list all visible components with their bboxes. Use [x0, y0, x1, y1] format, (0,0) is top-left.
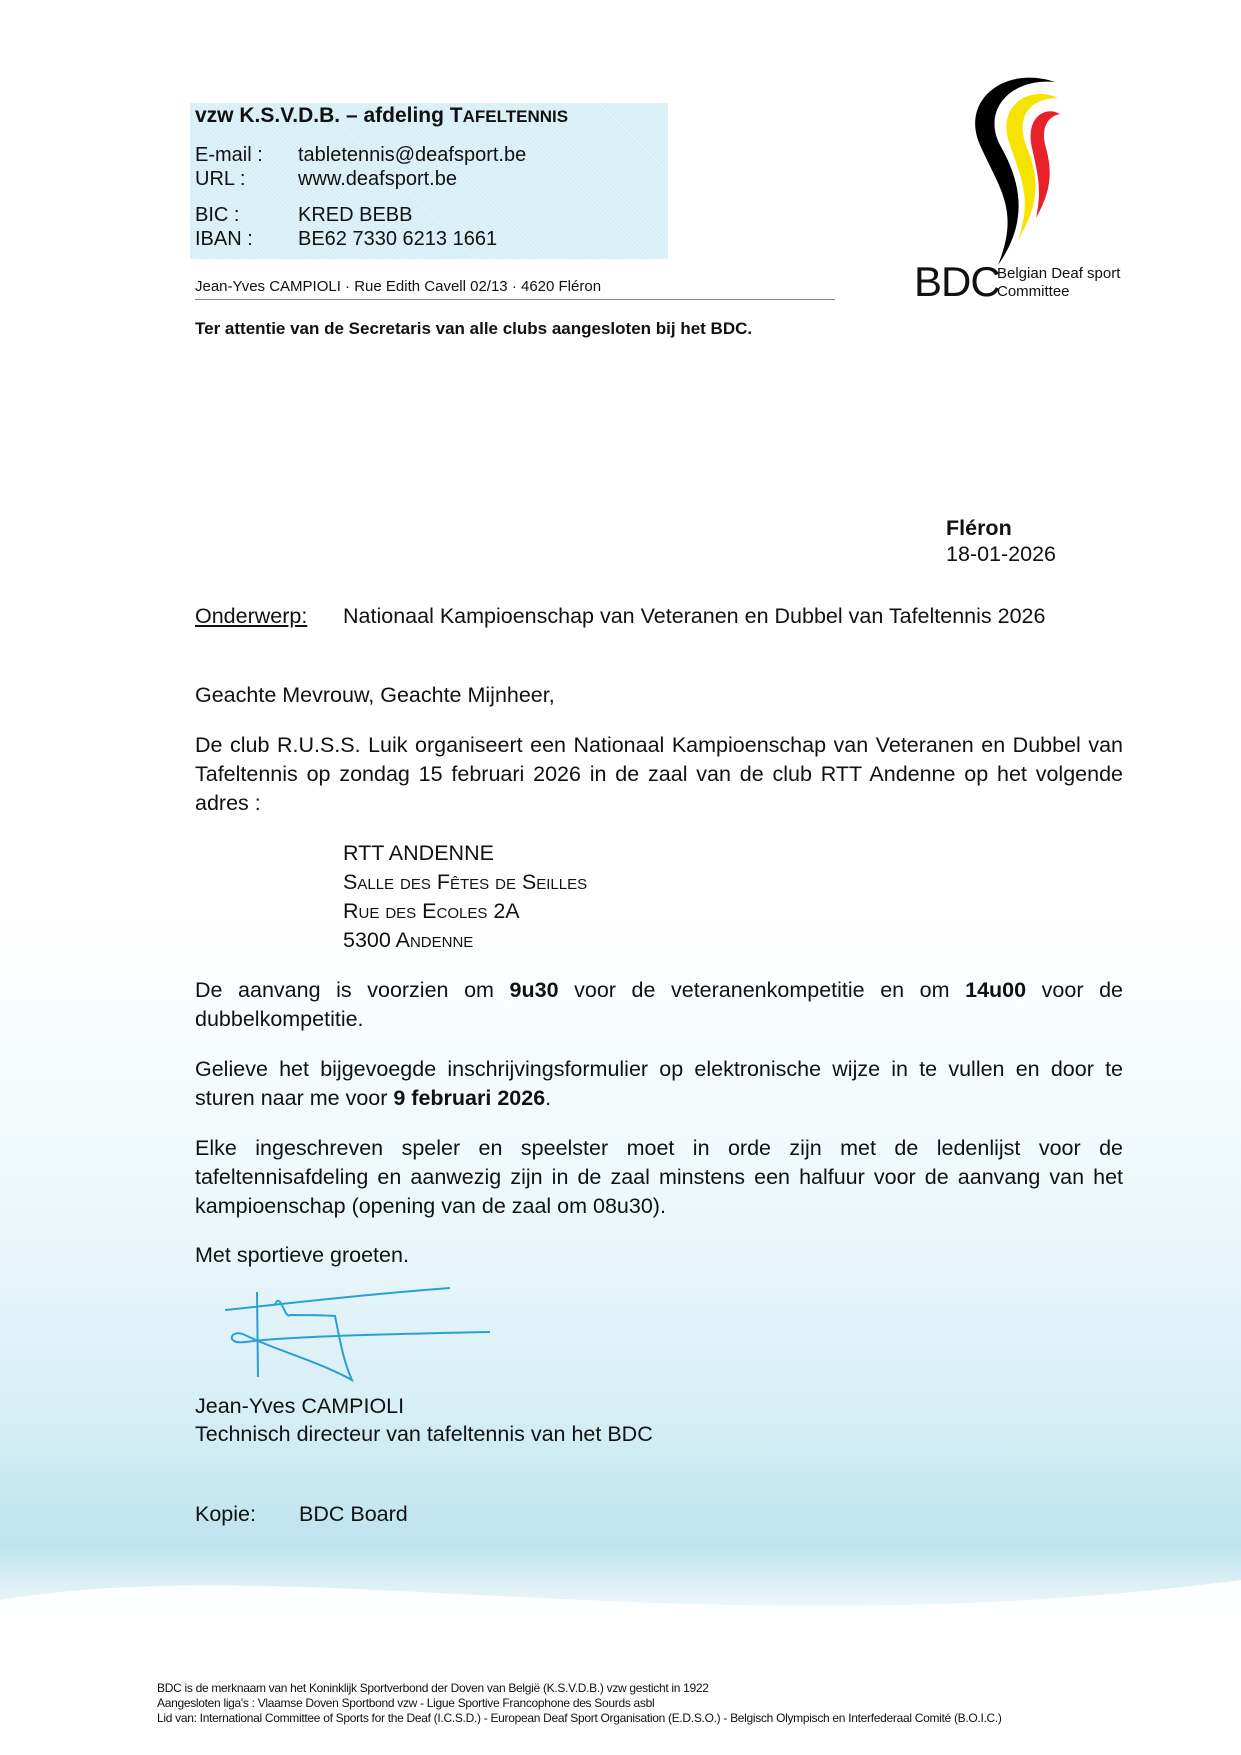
address-line: Rue des Ecoles 2A — [343, 899, 520, 923]
divider — [195, 299, 835, 300]
copy-label: Kopie: — [195, 1502, 256, 1526]
attention-line: Ter attentie van de Secretaris van alle clubs aangesloten bij het BDC. — [195, 319, 753, 338]
paragraph-start-times: De aanvang is voorzien om 9u30 voor de veteranenkompetitie en om 14u00 voor de dubbelkompetitie. — [195, 978, 1123, 1031]
greeting: Geachte Mevrouw, Geachte Mijnheer, — [195, 683, 555, 707]
paragraph-registration: Gelieve het bijgevoegde inschrijvingsformulier op elektronische wijze in te vullen en door te sturen naar me voor 9 februari 2026. — [195, 1057, 1123, 1110]
contact-bic: BIC : KRED BEBB — [195, 204, 413, 226]
signer-name: Jean-Yves CAMPIOLI — [195, 1394, 405, 1418]
paragraph-requirements: Elke ingeschreven speler en speelster moet in orde zijn met de ledenlijst voor de tafeltennisafdeling en aanwezig zijn in de zaal minstens een halfuur voor de aanvang van het kampioenschap (opening van de zaal om 08u30). — [195, 1136, 1123, 1218]
date: 18-01-2026 — [946, 542, 1056, 566]
bdc-logo-icon — [960, 70, 1080, 270]
subject: Nationaal Kampioenschap van Veteranen en Dubbel van Tafeltennis 2026 — [343, 604, 1046, 628]
signer-title: Technisch directeur van tafeltennis van het BDC — [195, 1422, 653, 1446]
address-line: Salle des Fêtes de Seilles — [343, 870, 588, 894]
logo-text: Belgian Deaf sport Committee — [997, 265, 1121, 300]
address-line: 5300 Andenne — [343, 928, 474, 952]
contact-iban: IBAN : BE62 7330 6213 1661 — [195, 228, 498, 250]
logo-abbr: BDC — [914, 258, 1000, 305]
paragraph-intro: De club R.U.S.S. Luik organiseert een Nationaal Kampioenschap van Veteranen en Dubbel van Tafeltennis op zondag 15 februari 2026 in de zaal van de club RTT Andenne op het volgende adres : — [195, 733, 1123, 815]
background-wave — [0, 1540, 1241, 1670]
closing: Met sportieve groeten. — [195, 1243, 409, 1267]
place: Fléron — [946, 516, 1012, 540]
contact-email: E-mail : tabletennis@deafsport.be — [195, 144, 527, 166]
address-line: RTT ANDENNE — [343, 841, 494, 865]
signature-icon — [215, 1280, 495, 1390]
footer: BDC is de merknaam van het Koninklijk Sportverbond der Doven van België (K.S.V.D.B.) vzw gesticht in 1922 Aangesloten liga's : Vlaamse Doven Sportbond vzw - Ligue Sportive Francophone des Sourds asbl Lid van: International Committee of Sports for the Deaf (I.C.S.D.) - European Deaf Sport Organisation (E.D.S.O.) - Belgisch Olympisch en Interfederaal Comité (B.O.I.C.) — [157, 1681, 1002, 1725]
sender-address: Jean-Yves CAMPIOLI · Rue Edith Cavell 02/13 · 4620 Fléron — [195, 278, 602, 295]
org-title: vzw K.S.V.D.B. – afdeling TAFELTENNIS — [195, 104, 569, 127]
subject-label: Onderwerp: — [195, 604, 308, 628]
copy-value: BDC Board — [299, 1502, 408, 1526]
contact-url: URL : www.deafsport.be — [195, 168, 457, 190]
